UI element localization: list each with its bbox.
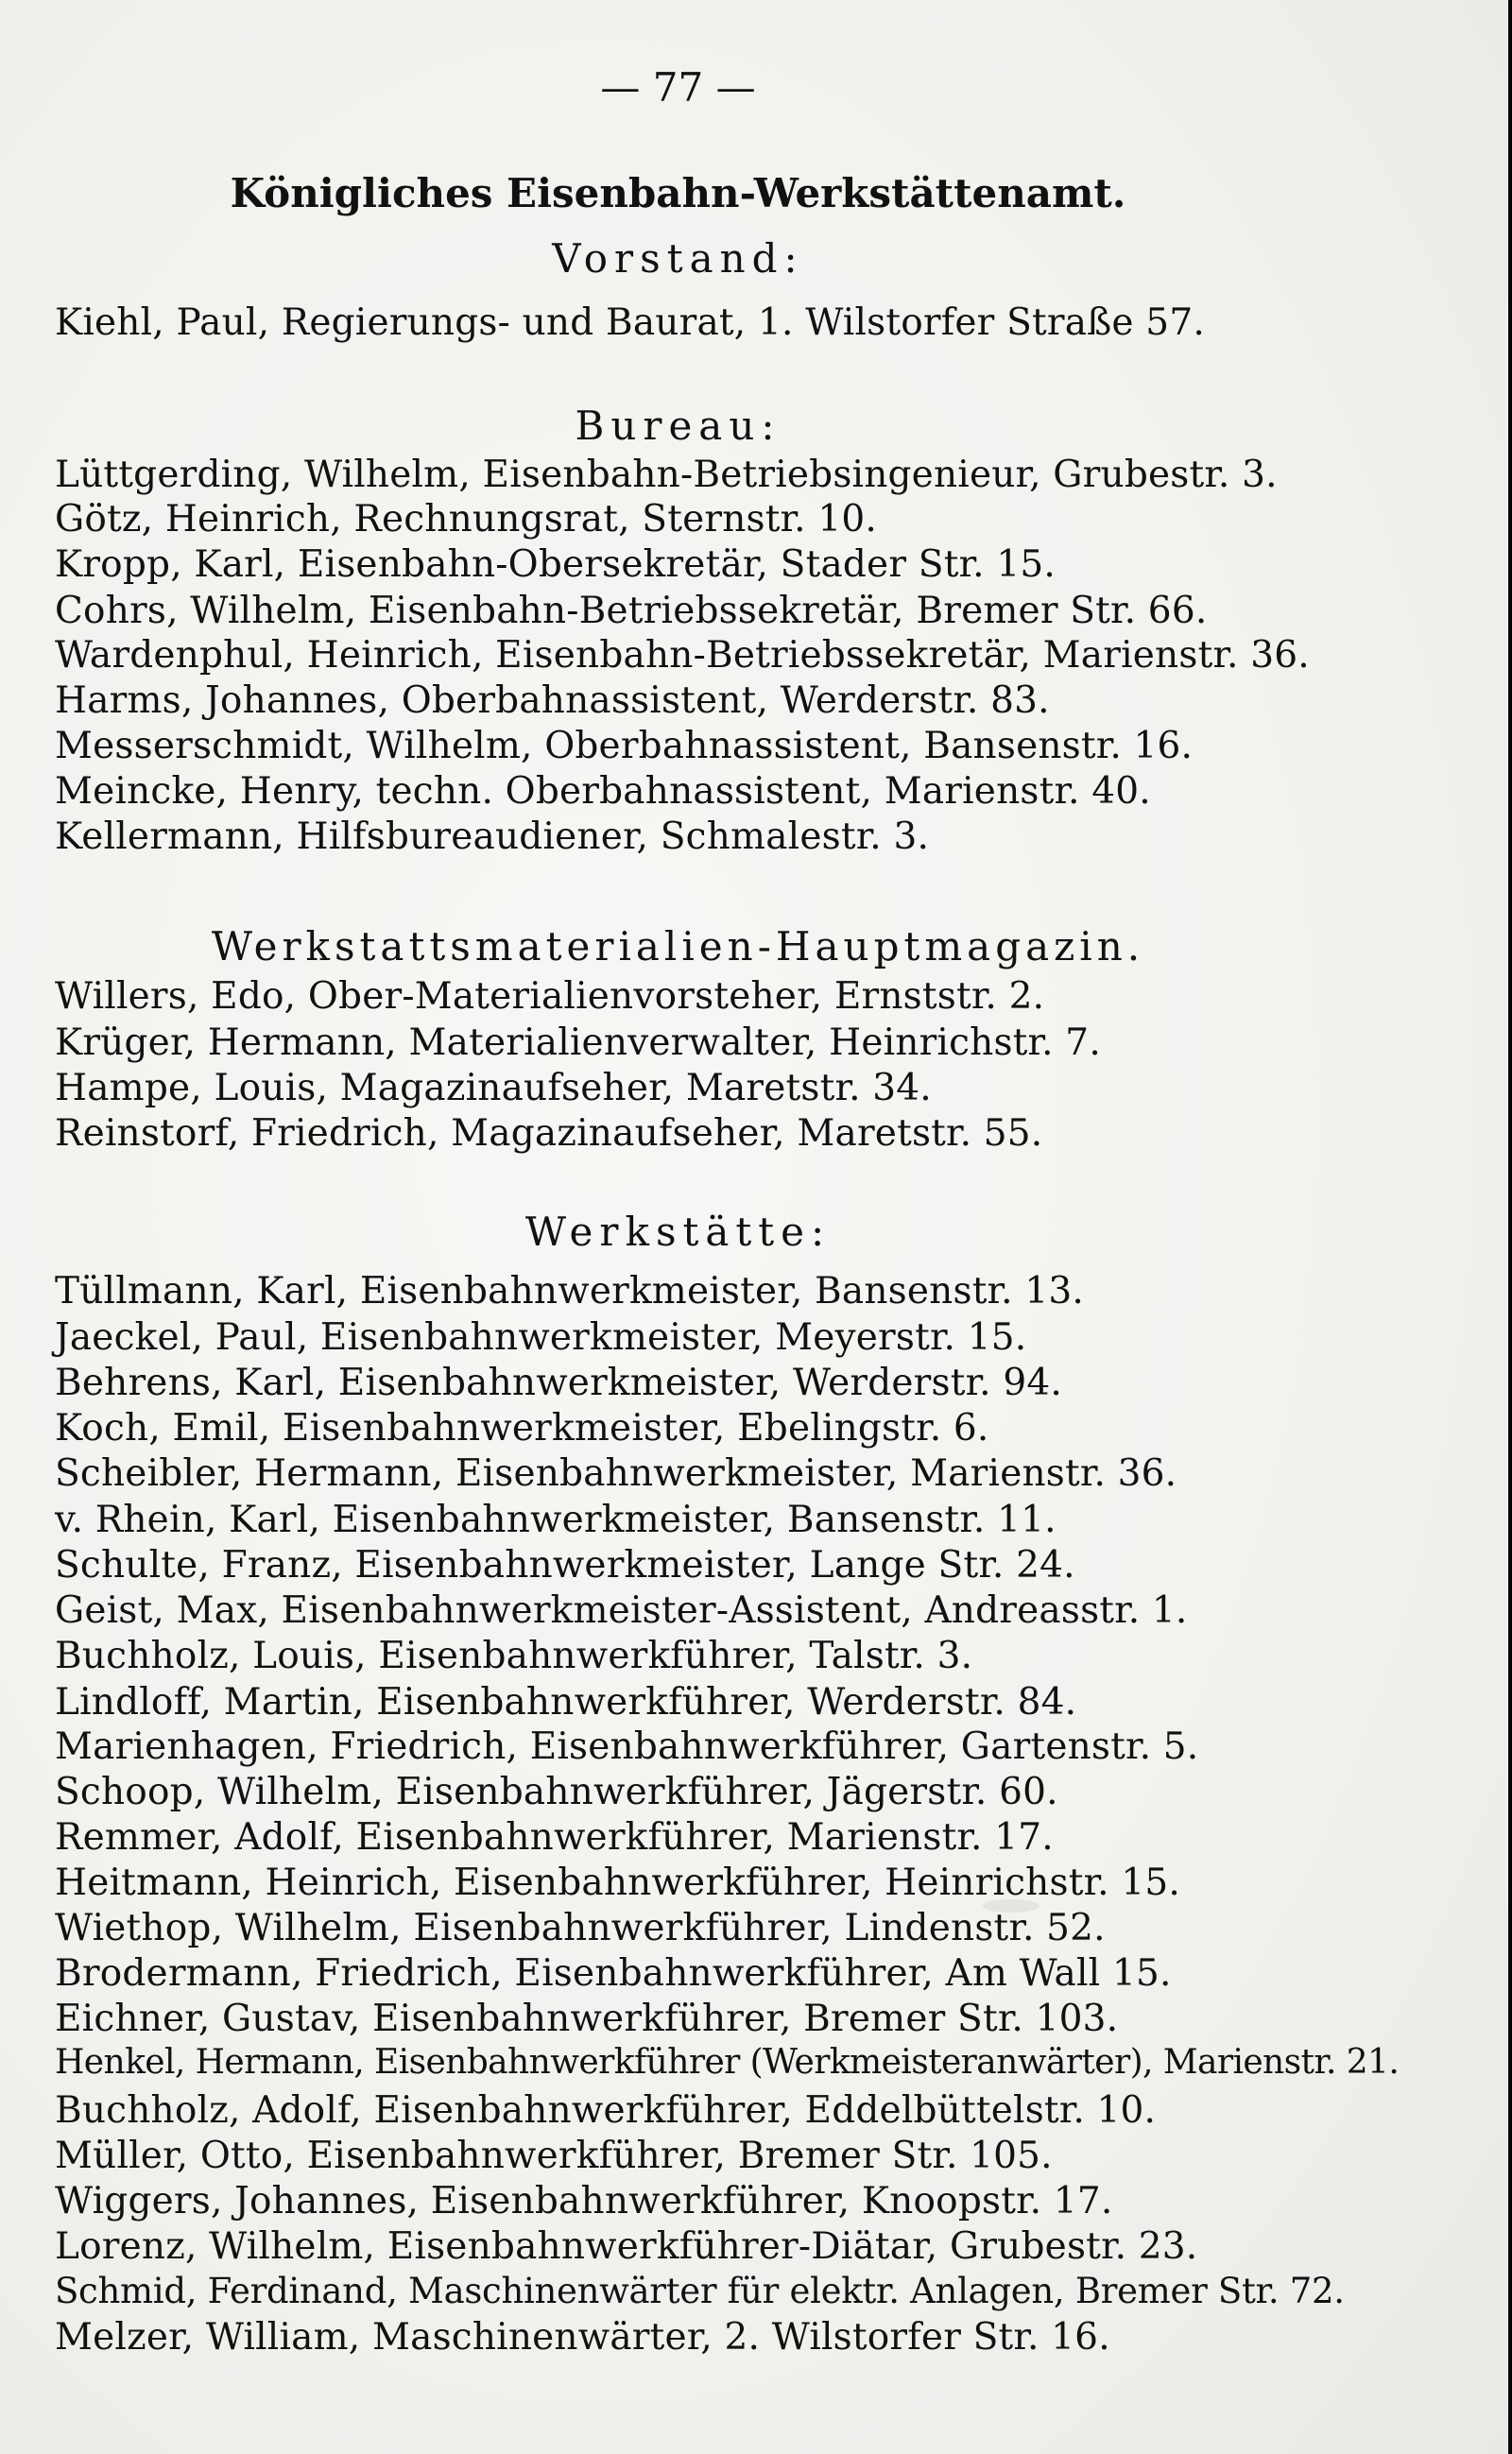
directory-entry: Wiggers, Johannes, Eisenbahnwerkführer, Knoopstr. 17. [55,2180,1113,2222]
directory-entry: Hampe, Louis, Magazinaufseher, Maretstr. 34. [55,1067,932,1109]
page-number: — 77 — [600,64,756,111]
directory-entry: Henkel, Hermann, Eisenbahnwerkführer (Werkmeisteranwärter), Marienstr. 21. [55,2043,1400,2082]
directory-entry: Reinstorf, Friedrich, Magazinaufseher, Maretstr. 55. [55,1112,1043,1155]
directory-entry: Buchholz, Adolf, Eisenbahnwerkführer, Eddelbüttelstr. 10. [55,2089,1157,2132]
directory-entry: Willers, Edo, Ober-Materialienvorsteher, Ernststr. 2. [55,975,1045,1018]
directory-entry: Brodermann, Friedrich, Eisenbahnwerkführer, Am Wall 15. [55,1952,1172,1995]
directory-entry: Müller, Otto, Eisenbahnwerkführer, Bremer Str. 105. [55,2135,1053,2177]
directory-entry: Wiethop, Wilhelm, Eisenbahnwerkführer, Lindenstr. 52. [55,1907,1106,1949]
directory-entry: Geist, Max, Eisenbahnwerkmeister-Assistent, Andreasstr. 1. [55,1589,1188,1632]
directory-entry: Behrens, Karl, Eisenbahnwerkmeister, Werderstr. 94. [55,1362,1062,1404]
section-heading-werkstaette: Werkstätte: [524,1209,832,1255]
directory-entry: Marienhagen, Friedrich, Eisenbahnwerkführer, Gartenstr. 5. [55,1725,1199,1768]
section-heading-bureau: Bureau: [575,403,782,449]
directory-entry: Meincke, Henry, techn. Oberbahnassistent, Marienstr. 40. [55,770,1151,813]
directory-entry: Lindloff, Martin, Eisenbahnwerkführer, Werderstr. 84. [55,1681,1077,1724]
directory-entry: Eichner, Gustav, Eisenbahnwerkführer, Bremer Str. 103. [55,1998,1119,2040]
directory-entry: Koch, Emil, Eisenbahnwerkmeister, Ebelingstr. 6. [55,1407,989,1450]
directory-entry: Wardenphul, Heinrich, Eisenbahn-Betriebssekretär, Marienstr. 36. [55,634,1310,677]
directory-entry: Cohrs, Wilhelm, Eisenbahn-Betriebssekretär, Bremer Str. 66. [55,590,1208,632]
directory-entry: Kiehl, Paul, Regierungs- und Baurat, 1. Wilstorfer Straße 57. [55,301,1205,344]
directory-entry: Kropp, Karl, Eisenbahn-Obersekretär, Stader Str. 15. [55,543,1056,586]
directory-entry: Schulte, Franz, Eisenbahnwerkmeister, Lange Str. 24. [55,1544,1075,1587]
section-heading-magazin: Werkstattsmaterialien-Hauptmagazin. [211,923,1145,970]
directory-entry: Remmer, Adolf, Eisenbahnwerkführer, Marienstr. 17. [55,1816,1054,1859]
directory-entry: Harms, Johannes, Oberbahnassistent, Werderstr. 83. [55,679,1050,722]
directory-entry: Buchholz, Louis, Eisenbahnwerkführer, Talstr. 3. [55,1635,973,1677]
directory-entry: Melzer, William, Maschinenwärter, 2. Wilstorfer Str. 16. [55,2316,1110,2359]
directory-entry: Heitmann, Heinrich, Eisenbahnwerkführer, Heinrichstr. 15. [55,1862,1180,1904]
directory-entry: Lorenz, Wilhelm, Eisenbahnwerkführer-Diätar, Grubestr. 23. [55,2225,1198,2268]
directory-entry: Tüllmann, Karl, Eisenbahnwerkmeister, Bansenstr. 13. [55,1270,1084,1313]
directory-entry: Messerschmidt, Wilhelm, Oberbahnassistent, Bansenstr. 16. [55,725,1194,767]
directory-entry: Scheibler, Hermann, Eisenbahnwerkmeister, Marienstr. 36. [55,1452,1177,1495]
directory-entry: Lüttgerding, Wilhelm, Eisenbahn-Betriebsingenieur, Grubestr. 3. [55,454,1278,496]
directory-entry: Kellermann, Hilfsbureaudiener, Schmalestr. 3. [55,815,930,858]
office-title: Königliches Eisenbahn-Werkstättenamt. [230,170,1126,216]
directory-entry: Schoop, Wilhelm, Eisenbahnwerkführer, Jägerstr. 60. [55,1771,1058,1813]
directory-entry: Jaeckel, Paul, Eisenbahnwerkmeister, Meyerstr. 15. [55,1316,1027,1359]
directory-entry: Schmid, Ferdinand, Maschinenwärter für elektr. Anlagen, Bremer Str. 72. [55,2271,1345,2311]
directory-entry: Krüger, Hermann, Materialienverwalter, Heinrichstr. 7. [55,1021,1101,1064]
section-heading-vorstand: Vorstand: [552,235,804,282]
directory-entry: Götz, Heinrich, Rechnungsrat, Sternstr. 10. [55,498,877,541]
directory-entry: v. Rhein, Karl, Eisenbahnwerkmeister, Bansenstr. 11. [55,1499,1057,1541]
